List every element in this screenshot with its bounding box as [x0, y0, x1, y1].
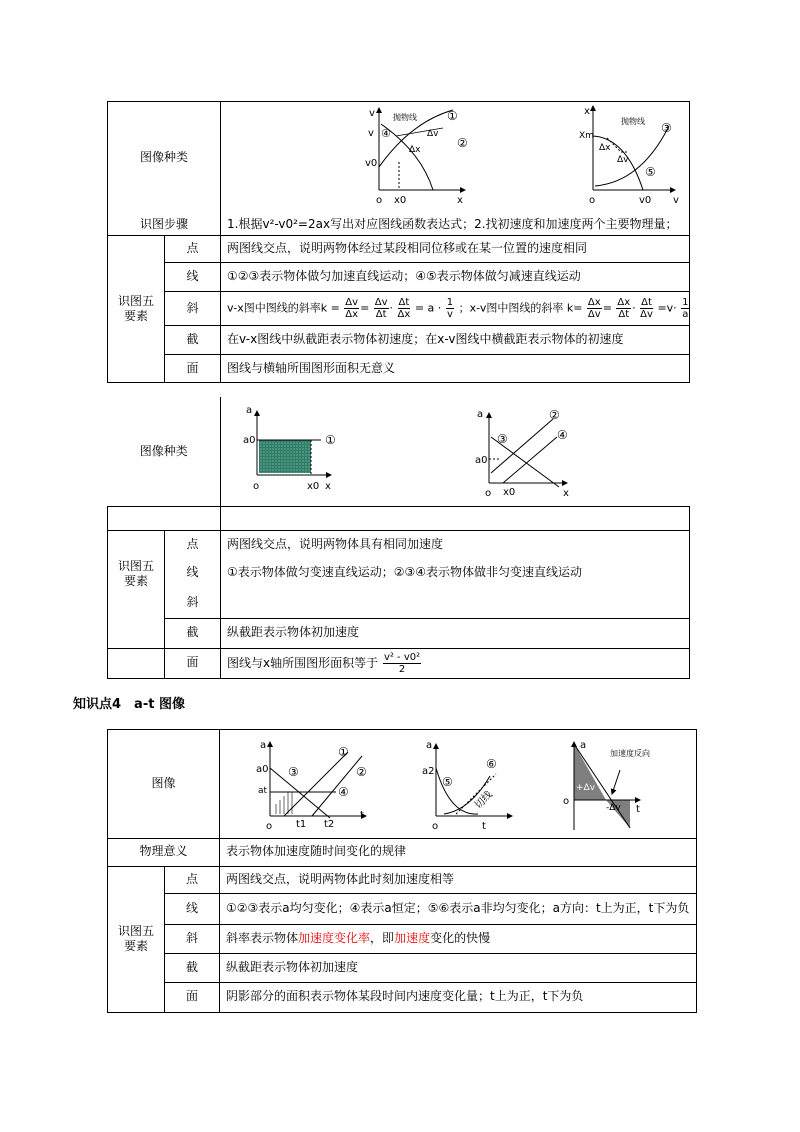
row-label: 线 [165, 558, 221, 588]
svg-text:o: o [563, 796, 570, 807]
group-spacer [108, 648, 165, 678]
row-label: 面 [165, 982, 220, 1012]
row-text: 在v-x图线中纵截距表示物体初速度；在x-v图线中横截距表示物体的初速度 [221, 326, 690, 355]
svg-text:o: o [266, 821, 273, 832]
v-x-graph [365, 108, 468, 206]
ax-table [107, 397, 690, 679]
at-graphs [220, 730, 697, 839]
meaning-text: 表示物体加速度随时间变化的规律 [220, 838, 697, 866]
row-label: 点 [165, 236, 221, 263]
group-label: 识图五要素 [108, 236, 165, 383]
svg-text:+Δv: +Δv [576, 783, 596, 793]
row-text: 两图线交点，说明两物体经过某段相同位移或在某一位置的速度相同 [221, 236, 690, 263]
svg-text:o: o [253, 481, 260, 492]
svg-text:a: a [426, 740, 433, 751]
svg-text:②: ② [356, 765, 367, 779]
row-text: 纵截距表示物体初加速度 [221, 618, 690, 648]
svg-text:x: x [563, 488, 569, 499]
svg-text:②: ② [549, 408, 560, 422]
svg-text:v: v [369, 108, 375, 119]
svg-text:a0: a0 [243, 435, 256, 446]
svg-text:Δv: Δv [617, 155, 629, 165]
svg-text:Δx: Δx [599, 143, 611, 153]
ax-graph-set [221, 397, 689, 501]
svg-text:a: a [580, 740, 587, 751]
group-label: 识图五要素 [108, 530, 165, 618]
svg-text:a: a [477, 409, 484, 420]
svg-text:a2: a2 [422, 766, 435, 777]
svg-text:a: a [260, 740, 267, 751]
row-label: 截 [165, 618, 221, 648]
type-label: 图像种类 [108, 102, 221, 214]
row-text: 图线与横轴所围图形面积无意义 [221, 355, 690, 383]
svg-text:④: ④ [557, 428, 568, 442]
row-text: 斜率表示物体加速度变化率，即加速度变化的快慢 [220, 924, 697, 953]
steps-text: 1.根据v²-v0²=2ax写出对应图线函数表达式；2.找初速度和加速度两个主要物理量； [221, 214, 690, 236]
svg-text:-Δv: -Δv [606, 803, 621, 813]
a-x-graph-2 [475, 408, 569, 499]
a-t-graph-3 [563, 740, 650, 830]
row-label: 斜 [165, 924, 220, 953]
row-text [221, 588, 690, 618]
svg-text:o: o [432, 821, 439, 832]
row-label: 斜 [165, 588, 221, 618]
row-text: ①表示物体做匀变速直线运动；②③④表示物体做非匀变速直线运动 [221, 558, 690, 588]
row-label: 截 [165, 326, 221, 355]
svg-text:o: o [485, 488, 492, 499]
row-label: 线 [165, 263, 221, 292]
svg-text:②: ② [457, 136, 468, 150]
meaning-label: 物理意义 [108, 838, 220, 866]
svg-text:x: x [325, 481, 331, 492]
row-label: 截 [165, 953, 220, 982]
row-text: 纵截距表示物体初加速度 [220, 953, 697, 982]
svg-text:⑤: ⑤ [442, 775, 453, 789]
svg-text:t: t [360, 810, 364, 821]
row-label: 斜 [165, 292, 221, 326]
vx-graphs [221, 102, 690, 214]
row-text: 两图线交点，说明两物体此时刻加速度相等 [220, 866, 697, 893]
svg-text:③: ③ [288, 765, 299, 779]
svg-text:抛物线: 抛物线 [393, 113, 418, 122]
x-v-graph [579, 106, 679, 206]
section-heading: 知识点4 a-t 图像 [73, 697, 185, 712]
empty-cell [108, 506, 221, 530]
svg-text:x0: x0 [307, 481, 320, 492]
svg-text:v: v [368, 128, 374, 139]
svg-text:④: ④ [381, 127, 391, 140]
svg-text:③: ③ [661, 121, 672, 135]
group-label: 识图五要素 [108, 866, 165, 1012]
svg-text:抛物线: 抛物线 [621, 117, 646, 126]
svg-text:x: x [457, 195, 463, 206]
steps-label: 识图步骤 [108, 214, 221, 236]
row-label: 面 [165, 648, 221, 678]
svg-text:①: ① [447, 109, 458, 123]
svg-text:④: ④ [338, 785, 349, 799]
ax-graphs [221, 397, 690, 506]
svg-text:x0: x0 [503, 487, 516, 498]
row-text: 两图线交点，说明两物体具有相同加速度 [221, 530, 690, 558]
at-graph-set [220, 730, 696, 833]
svg-text:a0: a0 [475, 455, 488, 466]
svg-text:⑥: ⑥ [486, 757, 497, 771]
svg-text:t: t [482, 821, 486, 832]
svg-text:o: o [376, 195, 383, 206]
row-label: 线 [165, 893, 220, 924]
row-text: ①②③表示物体做匀加速直线运动；④⑤表示物体做匀减速直线运动 [221, 263, 690, 292]
svg-text:⑤: ⑤ [645, 165, 656, 179]
svg-text:v0: v0 [639, 195, 652, 206]
svg-text:①: ① [338, 745, 349, 759]
type-label: 图像种类 [108, 397, 221, 506]
svg-text:加速度反向: 加速度反向 [610, 749, 651, 758]
a-t-graph-2 [422, 740, 512, 832]
slope-text: v-x图中图线的斜率k = $\frac{\Delta v}{\Delta x}$ = $\frac{\Delta v}{\Delta t}$ · $\frac{\Delta t}{\Delta x}$ = a · $\frac{1}{v}$ ；x-v图中图线的斜率 k= $\frac{\Delta x}{\Delta v}$ = $\frac{\Delta x}{\Delta t}$ · $\frac{\Delta t}{\Delta v}$ =v· $\frac{1}{a}$ [221, 292, 690, 326]
row-text: ①②③表示a均匀变化；④表示a恒定；⑤⑥表示a非均匀变化；a方向：t上为正，t下为负 [220, 893, 697, 924]
at-table [107, 729, 697, 1013]
svg-text:Δx: Δx [409, 145, 421, 155]
vx-graph-set [221, 102, 689, 209]
row-label: 点 [165, 866, 220, 893]
vx-table [107, 101, 690, 383]
image-label: 图像 [108, 730, 220, 839]
svg-text:v: v [673, 195, 679, 206]
svg-text:x: x [584, 106, 590, 117]
svg-text:a: a [246, 405, 253, 416]
row-label: 点 [165, 530, 221, 558]
row-text: 阴影部分的面积表示物体某段时间内速度变化量；t上为正，t下为负 [220, 982, 697, 1012]
svg-text:a0: a0 [256, 764, 269, 775]
svg-text:v0: v0 [365, 158, 378, 169]
svg-text:t2: t2 [324, 819, 335, 830]
a-x-graph-1 [243, 405, 336, 492]
svg-text:o: o [589, 195, 596, 206]
a-t-graph-1 [256, 740, 367, 832]
svg-text:t: t [636, 804, 640, 815]
row-label: 面 [165, 355, 221, 383]
empty-cell [221, 506, 690, 530]
group-spacer [108, 618, 165, 648]
svg-text:切线: 切线 [472, 789, 495, 812]
svg-text:③: ③ [497, 432, 508, 446]
svg-text:Xm: Xm [579, 131, 594, 141]
svg-text:Δv: Δv [427, 129, 439, 139]
area-text: 图线与x轴所围图形面积等于 $\frac{\text{v² - v0²}}{2}$ [221, 648, 690, 678]
svg-text:t1: t1 [296, 819, 307, 830]
svg-text:①: ① [325, 433, 336, 447]
svg-text:x0: x0 [394, 195, 407, 206]
svg-text:at: at [258, 786, 268, 796]
